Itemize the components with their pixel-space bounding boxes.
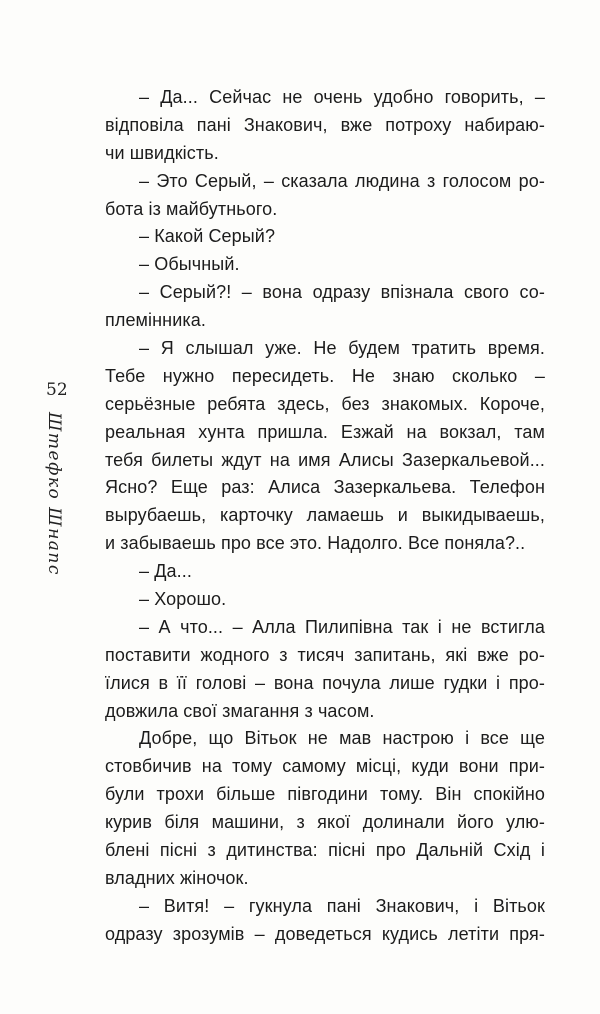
text-line: – Я слышал уже. Не будем тратить время.: [139, 338, 545, 359]
text-block: [105, 84, 545, 949]
text-line: Тебе нужно пересидеть. Не знаю сколько –: [105, 365, 545, 386]
text-line: чи швидкість.: [105, 142, 219, 163]
text-line: курив біля машини, з якої долинали його улю-: [105, 812, 545, 833]
text-line: реальная хунта пришла. Езжай на вокзал, там: [105, 421, 545, 442]
text-line: – Хорошо.: [139, 589, 227, 610]
text-line: – Да... Сейчас не очень удобно говорить, –: [139, 87, 545, 107]
text-line: Ясно? Еще раз: Алиса Зазеркальева. Телефон: [105, 477, 545, 498]
text-line: Добре, що Вітьок не мав настрою і все ще: [139, 728, 545, 749]
text-line: відповіла пані Знакович, вже потроху набираю-: [105, 114, 545, 135]
text-line: поставити жодного з тисяч запитань, які вже ро-: [105, 644, 545, 665]
text-line: тебя билеты ждут на имя Алисы Зазеркальевой...: [105, 449, 545, 470]
text-line: – Витя! – гукнула пані Знакович, і Вітьок: [139, 895, 545, 916]
text-line: вырубаешь, карточку ламаешь и выкидываешь,: [105, 505, 545, 526]
text-line: бота із майбутнього.: [105, 198, 278, 219]
text-line: – Серый?! – вона одразу впізнала свого со-: [139, 282, 545, 303]
text-line: племінника.: [105, 310, 206, 331]
page-number: 52: [46, 380, 68, 400]
text-line: – Какой Серый?: [139, 226, 276, 247]
text-line: – Обычный.: [139, 254, 240, 275]
text-line: – Это Серый, – сказала людина з голосом ро-: [139, 170, 545, 191]
running-author: Штефко Шнапс: [44, 412, 64, 576]
text-line: їлися в її голові – вона почула лише гудки і про-: [105, 672, 545, 693]
text-line: и забываешь про все это. Надолго. Все поняла?..: [105, 533, 526, 554]
text-line: були трохи більше півгодини тому. Він спокійно: [105, 784, 545, 805]
text-line: серьёзные ребята здесь, без знакомых. Короче,: [105, 393, 545, 414]
text-line: – Да...: [139, 561, 192, 582]
text-line: стовбичив на тому самому місці, куди вони при-: [105, 756, 545, 777]
text-line: блені пісні з дитинства: пісні про Дальній Схід і: [105, 840, 545, 861]
text-line: – А что... – Алла Пилипівна так і не встигла: [139, 616, 545, 637]
text-line: довжила свої змагання з часом.: [105, 700, 375, 721]
text-line: владних жіночок.: [105, 867, 249, 888]
text-line: одразу зрозумів – доведеться кудись летіти пря-: [105, 923, 545, 944]
